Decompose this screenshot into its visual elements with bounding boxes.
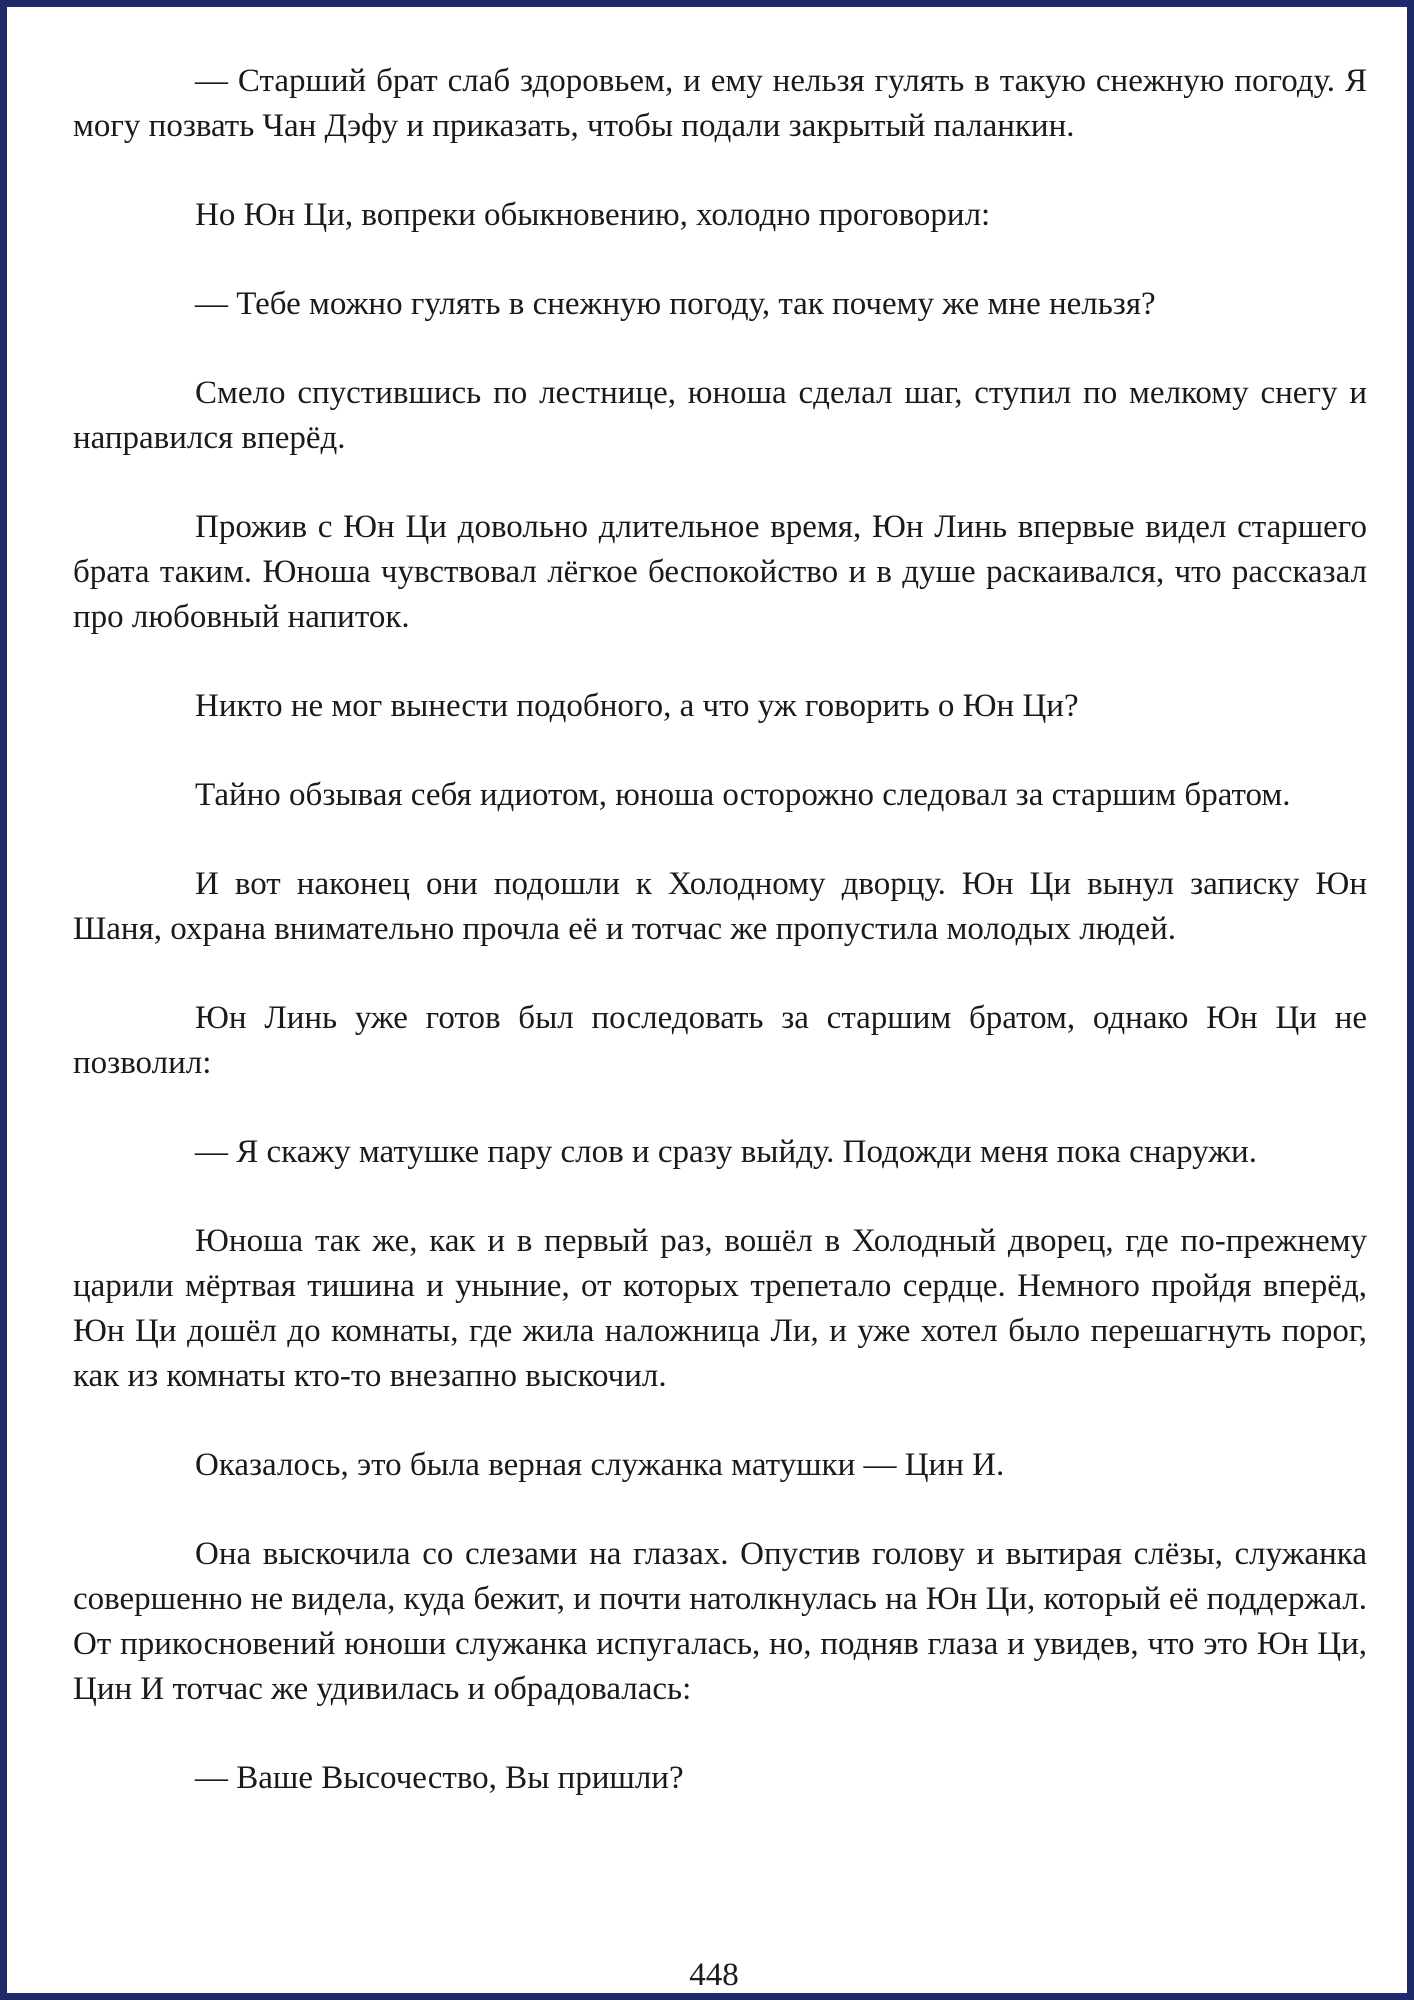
paragraph: Тайно обзывая себя идиотом, юноша осторожно следовал за старшим братом.: [195, 777, 1291, 813]
paragraph: Но Юн Ци, вопреки обыкновению, холодно проговорил:: [195, 197, 991, 233]
paragraph: Прожив с Юн Ци довольно длительное время, Юн Линь впервые видел старшего брата таким. Юноша чувствовал лёгкое беспокойство и в душе раскаивался, что рассказал про любовный напиток.: [73, 509, 1367, 635]
paragraph: Юн Линь уже готов был последовать за старшим братом, однако Юн Ци не позволил:: [73, 1000, 1367, 1081]
paragraph: — Старший брат слаб здоровьем, и ему нельзя гулять в такую снежную погоду. Я могу позвать Чан Дэфу и приказать, чтобы подали закрытый паланкин.: [73, 63, 1367, 144]
page-body: [73, 59, 1367, 1845]
paragraph: Оказалось, это была верная служанка матушки — Цин И.: [195, 1447, 1005, 1483]
page-number: 448: [689, 1957, 739, 1993]
paragraph: — Ваше Высочество, Вы пришли?: [195, 1760, 684, 1796]
paragraph: — Я скажу матушке пару слов и сразу выйду. Подожди меня пока снаружи.: [195, 1134, 1257, 1170]
paragraph: И вот наконец они подошли к Холодному дворцу. Юн Ци вынул записку Юн Шаня, охрана внимательно прочла её и тотчас же пропустила молодых людей.: [73, 866, 1367, 947]
paragraph: Смело спустившись по лестнице, юноша сделал шаг, ступил по мелкому снегу и направился вперёд.: [73, 375, 1367, 456]
paragraph: Юноша так же, как и в первый раз, вошёл в Холодный дворец, где по-прежнему царили мёртвая тишина и уныние, от которых трепетало сердце. Немного пройдя вперёд, Юн Ци дошёл до комнаты, где жила наложница Ли, и уже хотел было перешагнуть порог, как из комнаты кто-то внезапно выскочил.: [73, 1223, 1367, 1394]
paragraph: Никто не мог вынести подобного, а что уж говорить о Юн Ци?: [195, 688, 1079, 724]
paragraph: — Тебе можно гулять в снежную погоду, так почему же мне нельзя?: [195, 286, 1156, 322]
paragraph: Она выскочила со слезами на глазах. Опустив голову и вытирая слёзы, служанка совершенно не видела, куда бежит, и почти натолкнулась на Юн Ци, который её поддержал. От прикосновений юноши служанка испугалась, но, подняв глаза и увидев, что это Юн Ци, Цин И тотчас же удивилась и обрадовалась:: [73, 1536, 1367, 1707]
